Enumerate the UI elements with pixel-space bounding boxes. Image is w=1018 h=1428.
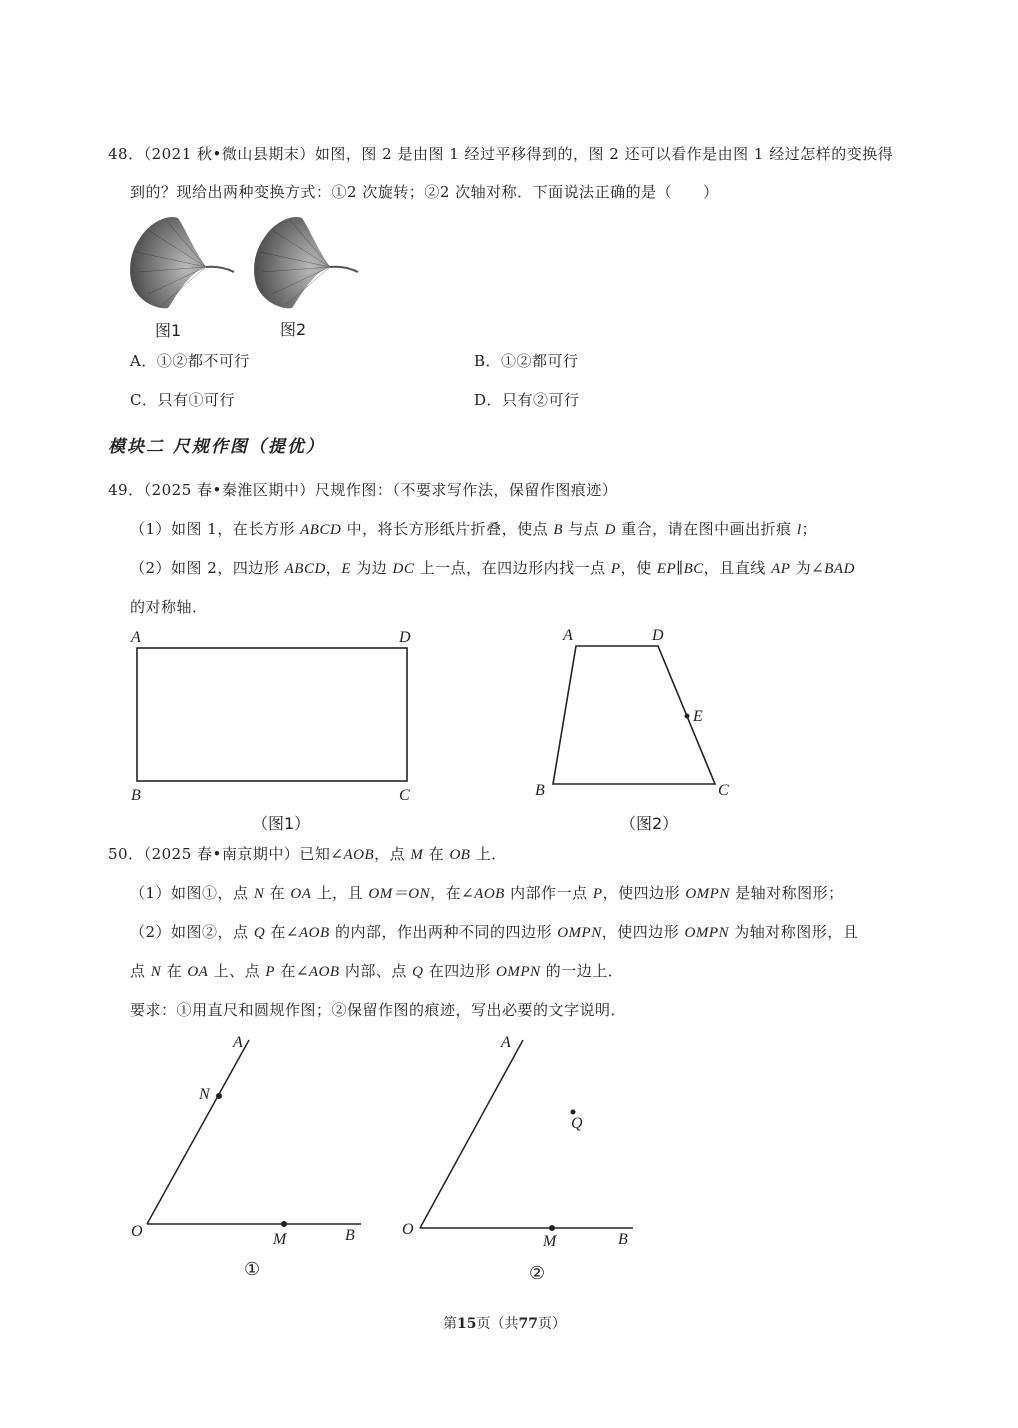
q50-part2-line1: （2）如图②，点 Q 在∠AOB 的内部，作出两种不同的四边形 OMPN，使四边形 OMPN 为轴对称图形，且 <box>130 923 859 941</box>
ginkgo-leaf-figure-2 <box>252 212 362 312</box>
q50-fig2-caption: ② <box>529 1263 546 1284</box>
q49-fig2-caption: （图2） <box>620 814 679 833</box>
trap-label-b: B <box>535 782 545 799</box>
trap-label-d: D <box>652 627 664 644</box>
q48-line1: 48．（2021 秋•微山县期末）如图，图 2 是由图 1 经过平移得到的，图 2 还可以看作是由图 1 经过怎样的变换得 <box>108 145 894 163</box>
rect-label-b: B <box>131 787 141 804</box>
q50-part2-line2: 点 N 在 OA 上、点 P 在∠AOB 内部、点 Q 在四边形 OMPN 的一边上． <box>130 962 624 980</box>
q48-fig1-caption: 图1 <box>155 321 182 340</box>
rect-label-d: D <box>399 629 411 646</box>
q50-fig1-caption: ① <box>244 1259 261 1280</box>
rect-label-c: C <box>399 787 410 804</box>
q48-option-c[interactable]: C．只有①可行 <box>130 391 235 409</box>
q48-fig2-caption: 图2 <box>280 320 307 339</box>
rect-label-a: A <box>131 629 141 646</box>
q50-angle-figure-2 <box>395 1030 645 1250</box>
q50-intro: 50．（2025 春•南京期中）已知∠AOB，点 M 在 OB 上． <box>108 845 507 863</box>
fig1-label-o: O <box>131 1223 143 1240</box>
q49-intro: 49．（2025 春•秦淮区期中）尺规作图：（不要求写作法，保留作图痕迹） <box>108 481 618 499</box>
q49-fig1-caption: （图1） <box>252 814 311 833</box>
trap-label-a: A <box>563 627 573 644</box>
fig2-label-a: A <box>501 1034 511 1051</box>
fig1-label-b: B <box>345 1227 355 1244</box>
section-title: 模块二 尺规作图（提优） <box>108 437 325 457</box>
fig1-label-n: N <box>199 1086 210 1103</box>
q50-angle-figure-1 <box>125 1030 375 1250</box>
q50-part1: （1）如图①，点 N 在 OA 上，且 OM＝ON，在∠AOB 内部作一点 P，使四边形 OMPN 是轴对称图形； <box>130 884 844 902</box>
q48-option-b[interactable]: B．①②都可行 <box>474 352 579 370</box>
q49-part2-line1: （2）如图 2，四边形 ABCD，E 为边 DC 上一点，在四边形内找一点 P，使 EP∥BC，且直线 AP 为∠BAD <box>130 559 855 577</box>
q50-requirement: 要求：①用直尺和圆规作图；②保留作图的痕迹，写出必要的文字说明． <box>130 1001 627 1019</box>
page-footer: 第15页（共77页） <box>443 1316 566 1332</box>
fig1-label-m: M <box>273 1231 287 1248</box>
page-total: 77 <box>518 1316 538 1332</box>
page-number: 15 <box>457 1316 477 1332</box>
q49-rectangle-figure <box>125 622 425 812</box>
q49-part1: （1）如图 1，在长方形 ABCD 中，将长方形纸片折叠，使点 B 与点 D 重合，请在图中画出折痕 l； <box>130 520 818 538</box>
q49-part2-line2: 的对称轴． <box>130 598 208 616</box>
q48-option-a[interactable]: A．①②都不可行 <box>130 352 250 370</box>
fig1-label-a: A <box>233 1034 243 1051</box>
fig2-label-q: Q <box>571 1115 583 1132</box>
q48-line2: 到的？现给出两种变换方式：①2 次旋转；②2 次轴对称．下面说法正确的是（ ） <box>130 183 719 201</box>
fig2-label-m: M <box>543 1233 557 1250</box>
q48-option-d[interactable]: D．只有②可行 <box>474 391 580 409</box>
q49-trapezoid-figure <box>530 622 750 812</box>
trap-label-e: E <box>693 708 703 725</box>
trap-label-c: C <box>718 782 729 799</box>
fig2-label-o: O <box>402 1221 414 1238</box>
fig2-label-b: B <box>618 1231 628 1248</box>
ginkgo-leaf-figure-1 <box>128 212 238 312</box>
